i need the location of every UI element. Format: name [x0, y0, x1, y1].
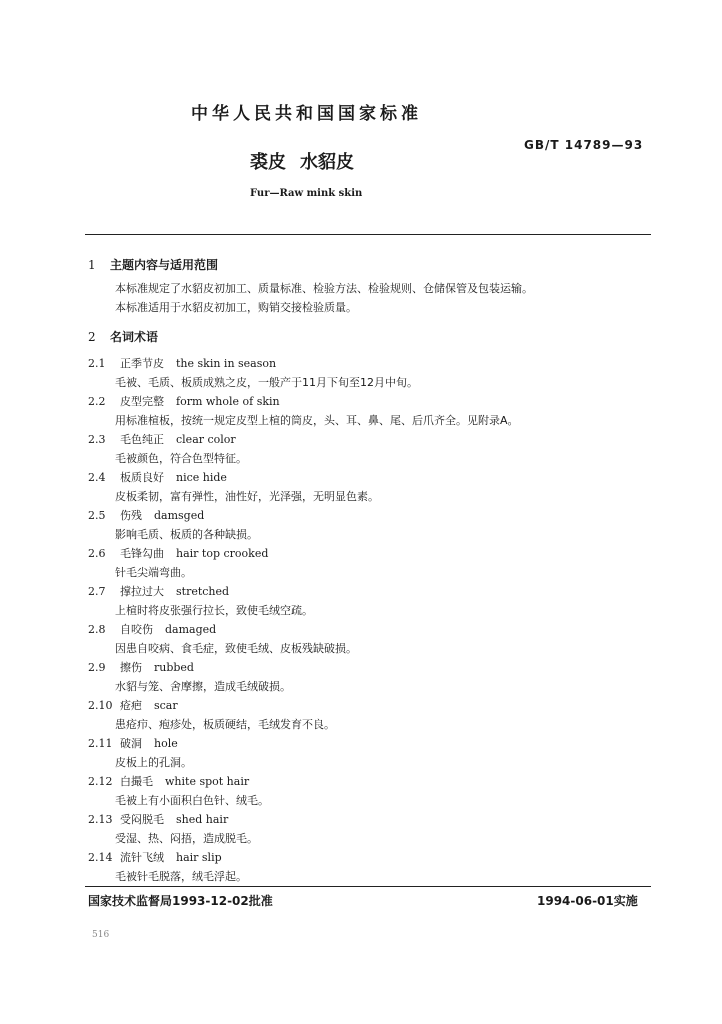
standard-org-heading: 中华人民共和国国家标准 — [191, 104, 422, 124]
term-chinese: 正季节皮 — [120, 357, 164, 370]
term-chinese: 受闷脱毛 — [120, 813, 164, 826]
term-chinese: 板质良好 — [120, 471, 164, 484]
term-chinese: 毛色纯正 — [120, 433, 164, 446]
paragraph: 本标准适用于水貂皮初加工，购销交接检验质量。 — [115, 301, 357, 314]
term-definition: 用标准楦板，按统一规定皮型上楦的筒皮，头、耳、鼻、尾、后爪齐全。见附录A。 — [115, 414, 519, 427]
term-chinese: 自咬伤 — [120, 623, 153, 636]
section-heading — [88, 328, 158, 345]
effective-date: 1994-06-01实施 — [537, 894, 638, 908]
term-chinese: 撑拉过大 — [120, 585, 164, 598]
term-chinese: 破洞 — [120, 737, 142, 750]
term-entry — [88, 393, 280, 409]
term-entry — [88, 469, 227, 485]
term-definition: 患疮疖、疱疹处，板质硬结，毛绒发育不良。 — [115, 718, 335, 731]
term-entry — [88, 735, 178, 751]
term-english: scar — [154, 699, 178, 712]
term-number: 2.5 — [88, 509, 106, 522]
approval-date: 国家技术监督局1993-12-02批准 — [88, 894, 273, 908]
term-definition: 影响毛质、板质的各种缺损。 — [115, 528, 258, 541]
term-chinese: 白撮毛 — [120, 775, 153, 788]
term-entry — [88, 431, 236, 447]
term-entry — [88, 583, 229, 599]
term-number: 2.10 — [88, 699, 113, 712]
term-definition: 皮板上的孔洞。 — [115, 756, 192, 769]
term-number: 2.9 — [88, 661, 106, 674]
term-number: 2.13 — [88, 813, 113, 826]
term-chinese: 皮型完整 — [120, 395, 164, 408]
term-english: white spot hair — [165, 775, 250, 788]
term-number: 2.2 — [88, 395, 106, 408]
standard-code: GB/T 14789—93 — [524, 138, 644, 152]
title-part1: 裘皮 — [250, 152, 286, 173]
term-entry — [88, 545, 268, 561]
term-number: 2.6 — [88, 547, 106, 560]
term-number: 2.12 — [88, 775, 113, 788]
term-definition: 皮板柔韧，富有弹性，油性好，光泽强，无明显色素。 — [115, 490, 379, 503]
term-definition: 受湿、热、闷捂，造成脱毛。 — [115, 832, 258, 845]
term-number: 2.1 — [88, 357, 106, 370]
term-chinese: 伤残 — [120, 509, 142, 522]
term-entry — [88, 621, 216, 637]
term-english: damaged — [165, 623, 217, 636]
term-entry — [88, 697, 178, 713]
term-chinese: 擦伤 — [120, 661, 142, 674]
term-english: nice hide — [176, 471, 227, 484]
section-heading — [88, 256, 218, 273]
term-number: 2.11 — [88, 737, 113, 750]
term-number: 2.7 — [88, 585, 106, 598]
term-english: the skin in season — [176, 357, 277, 370]
term-entry — [88, 773, 249, 789]
term-number: 2.3 — [88, 433, 106, 446]
term-entry — [88, 849, 222, 865]
term-english: damsged — [154, 509, 205, 522]
term-definition: 毛被上有小面积白色针、绒毛。 — [115, 794, 269, 807]
paragraph: 本标准规定了水貂皮初加工、质量标准、检验方法、检验规则、仓储保管及包装运输。 — [115, 282, 533, 295]
term-number: 2.14 — [88, 851, 113, 864]
term-english: hole — [154, 737, 178, 750]
term-definition: 针毛尖端弯曲。 — [115, 566, 192, 579]
term-english: shed hair — [176, 813, 229, 826]
term-english: clear color — [176, 433, 236, 446]
term-number: 2.8 — [88, 623, 106, 636]
term-english: hair top crooked — [176, 547, 269, 560]
term-english: stretched — [176, 585, 230, 598]
section-title: 名词术语 — [110, 330, 159, 344]
term-english: hair slip — [176, 851, 222, 864]
term-english: rubbed — [154, 661, 194, 674]
section-number: 1 — [88, 258, 96, 272]
header-divider — [85, 234, 651, 235]
term-chinese: 毛锋勾曲 — [120, 547, 164, 560]
term-entry — [88, 507, 204, 523]
term-definition: 水貂与笼、舍摩擦，造成毛绒破损。 — [115, 680, 291, 693]
section-title: 主题内容与适用范围 — [110, 258, 219, 272]
term-entry — [88, 659, 194, 675]
term-chinese: 疮疤 — [120, 699, 142, 712]
term-entry — [88, 355, 276, 371]
term-definition: 毛被针毛脱落，绒毛浮起。 — [115, 870, 247, 883]
term-definition: 上楦时将皮张强行拉长，致使毛绒空疏。 — [115, 604, 313, 617]
title-part2: 水貂皮 — [300, 152, 354, 173]
term-entry — [88, 811, 228, 827]
term-english: form whole of skin — [176, 395, 280, 408]
term-number: 2.4 — [88, 471, 106, 484]
section-number: 2 — [88, 330, 96, 344]
term-definition: 毛被、毛质、板质成熟之皮，一般产于11月下旬至12月中旬。 — [115, 376, 418, 389]
document-title-english: Fur—Raw mink skin — [250, 188, 363, 199]
page-number: 516 — [92, 930, 110, 940]
footer-divider — [85, 886, 651, 887]
document-title — [250, 148, 354, 174]
term-definition: 毛被颜色，符合色型特征。 — [115, 452, 247, 465]
term-chinese: 流针飞绒 — [120, 851, 164, 864]
term-definition: 因患自咬病、食毛症，致使毛绒、皮板残缺破损。 — [115, 642, 357, 655]
